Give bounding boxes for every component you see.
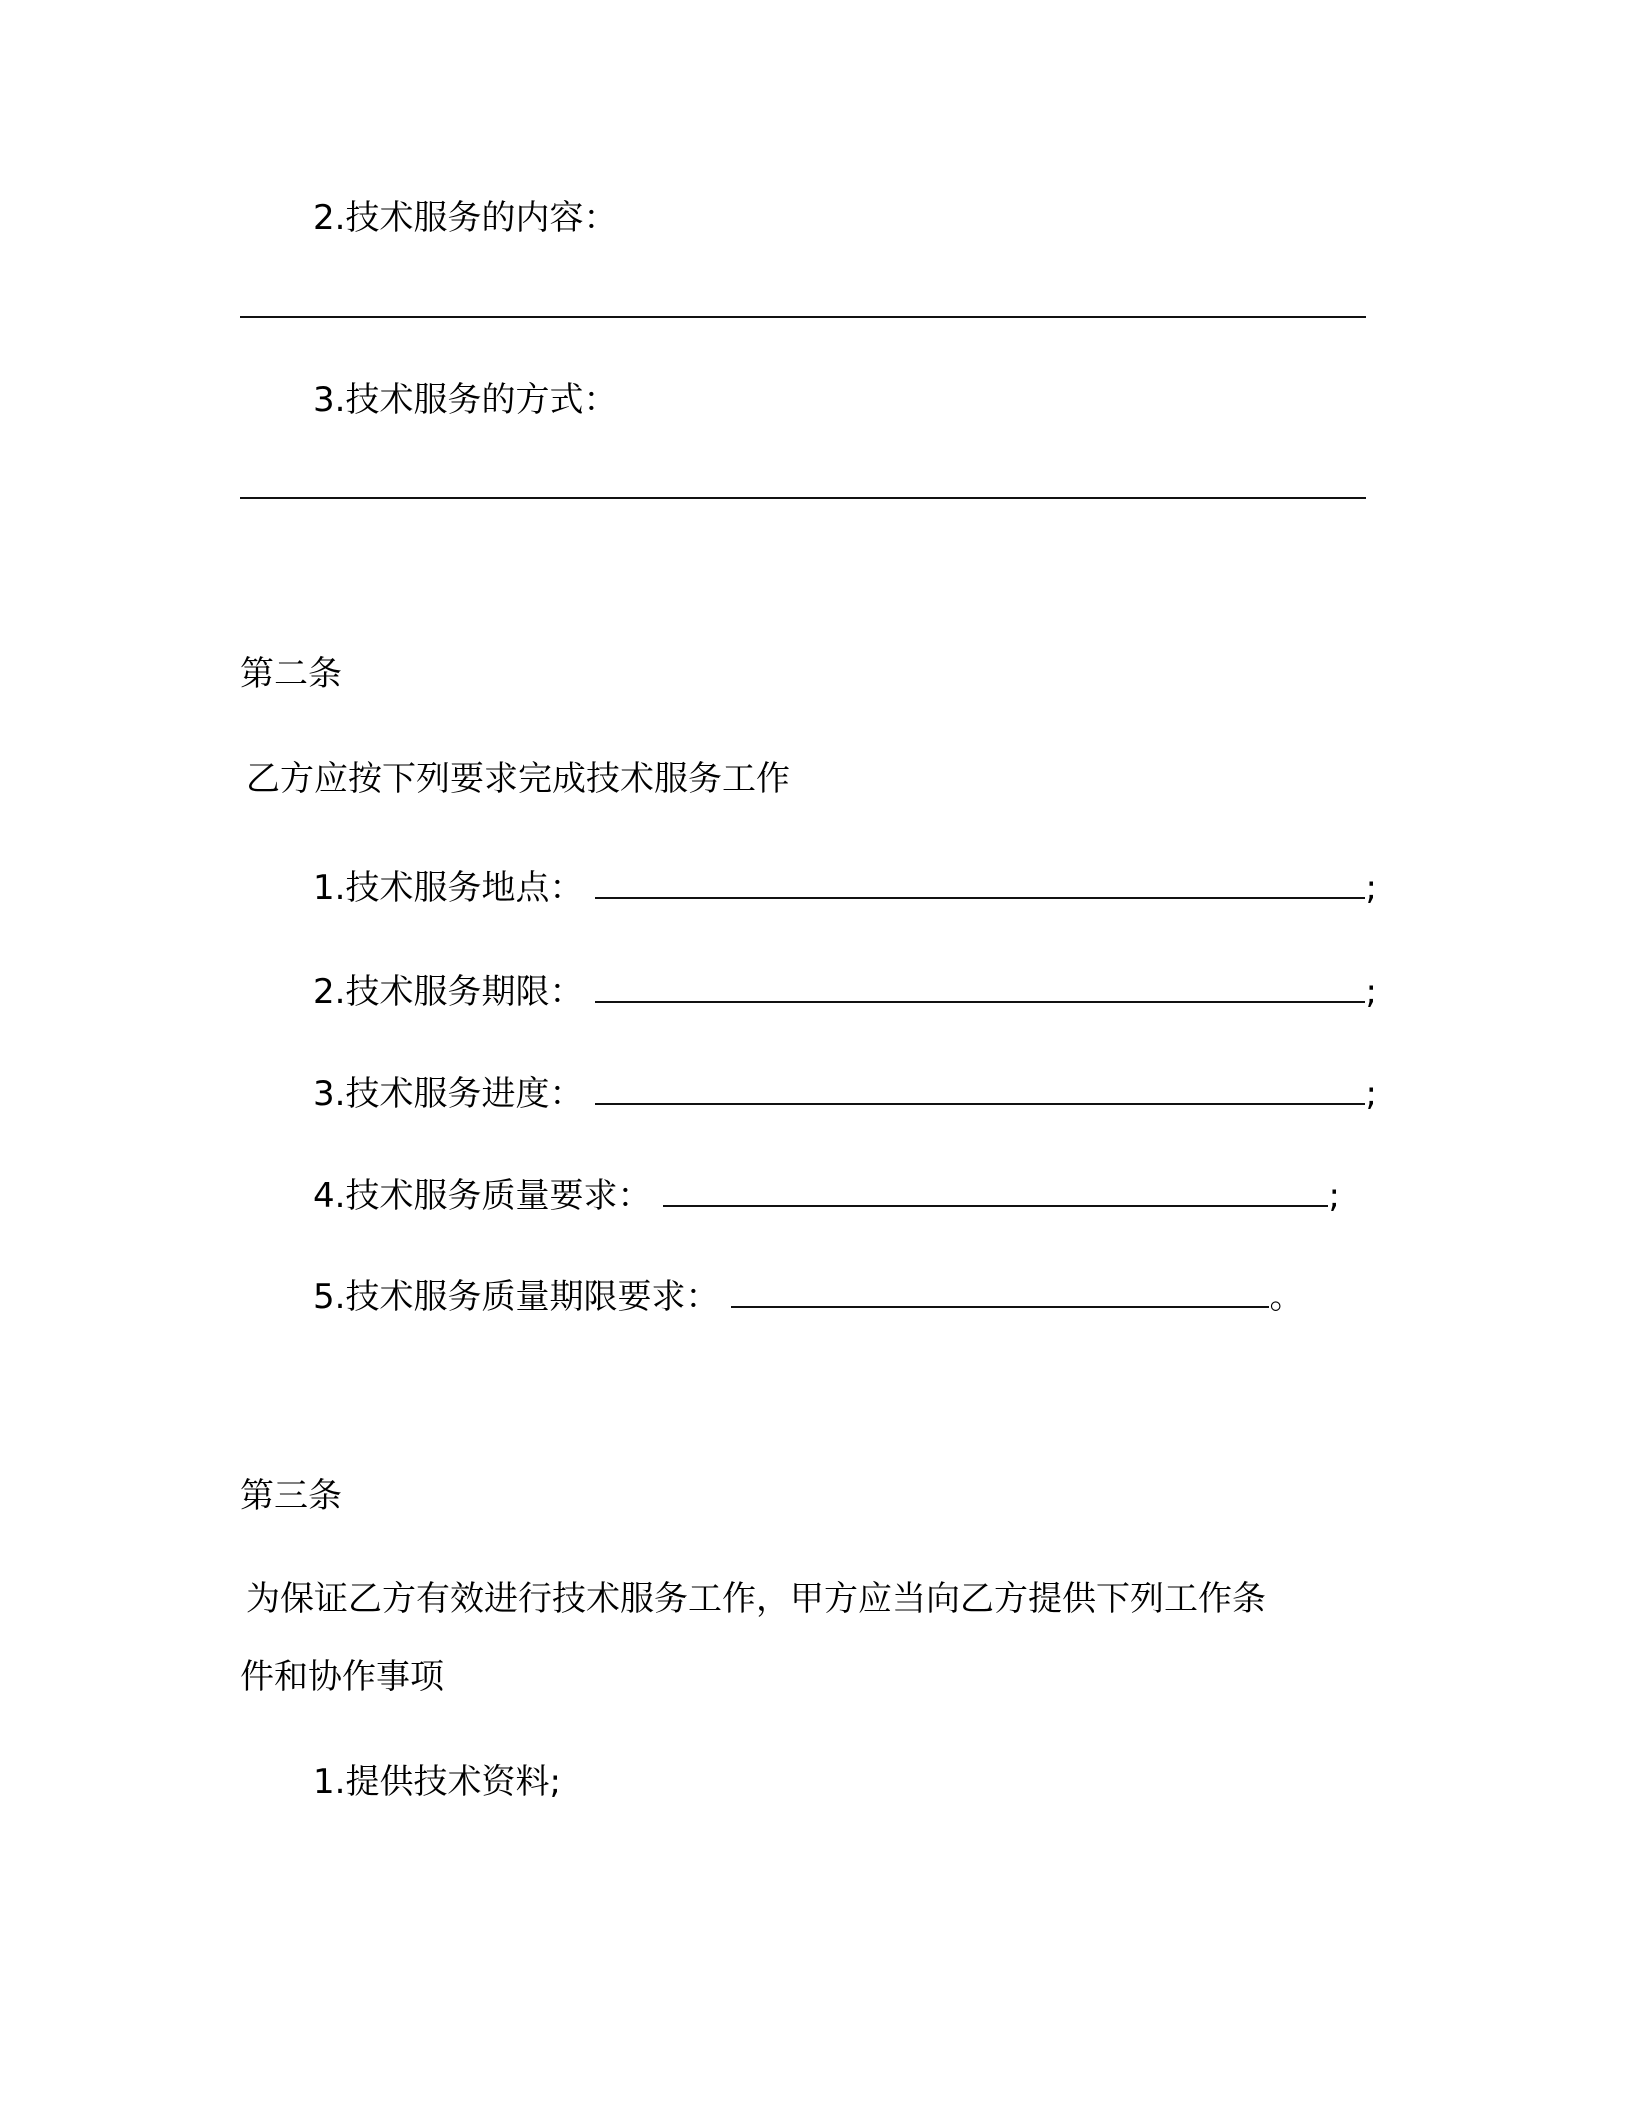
service-quality-label: 4.技术服务质量要求： (313, 1176, 652, 1216)
service-content-label: 2.技术服务的内容： (313, 198, 618, 238)
service-content-blank[interactable] (240, 316, 1366, 318)
service-progress-item (313, 1072, 1377, 1116)
service-quality-period-blank[interactable] (731, 1276, 1269, 1308)
service-quality-blank[interactable] (663, 1175, 1328, 1207)
item-suffix: ; (1365, 1074, 1377, 1114)
item-suffix: ; (1365, 972, 1377, 1012)
service-progress-blank[interactable] (595, 1073, 1365, 1105)
service-period-item (313, 970, 1377, 1014)
service-quality-item (313, 1174, 1340, 1218)
service-location-label: 1.技术服务地点： (313, 868, 584, 908)
service-method-label: 3.技术服务的方式： (313, 380, 618, 420)
service-location-item (313, 866, 1377, 910)
article-2-heading: 第二条 (240, 654, 342, 694)
service-quality-period-label: 5.技术服务质量期限要求： (313, 1277, 720, 1317)
article-3-heading: 第三条 (240, 1476, 342, 1516)
article-2-intro: 乙方应按下列要求完成技术服务工作 (246, 759, 790, 799)
item-suffix: 。 (1269, 1277, 1304, 1317)
service-period-label: 2.技术服务期限： (313, 972, 584, 1012)
item-suffix: ; (1365, 868, 1377, 908)
item-suffix: ; (1328, 1176, 1340, 1216)
service-quality-period-item (313, 1275, 1303, 1319)
article-3-intro-line2: 件和协作事项 (240, 1657, 444, 1697)
service-period-blank[interactable] (595, 971, 1365, 1003)
provide-materials-item: 1.提供技术资料; (313, 1762, 561, 1802)
article-3-intro-line1: 为保证乙方有效进行技术服务工作，甲方应当向乙方提供下列工作条 (246, 1579, 1266, 1619)
service-location-blank[interactable] (595, 867, 1365, 899)
service-progress-label: 3.技术服务进度： (313, 1074, 584, 1114)
service-method-blank[interactable] (240, 497, 1366, 499)
